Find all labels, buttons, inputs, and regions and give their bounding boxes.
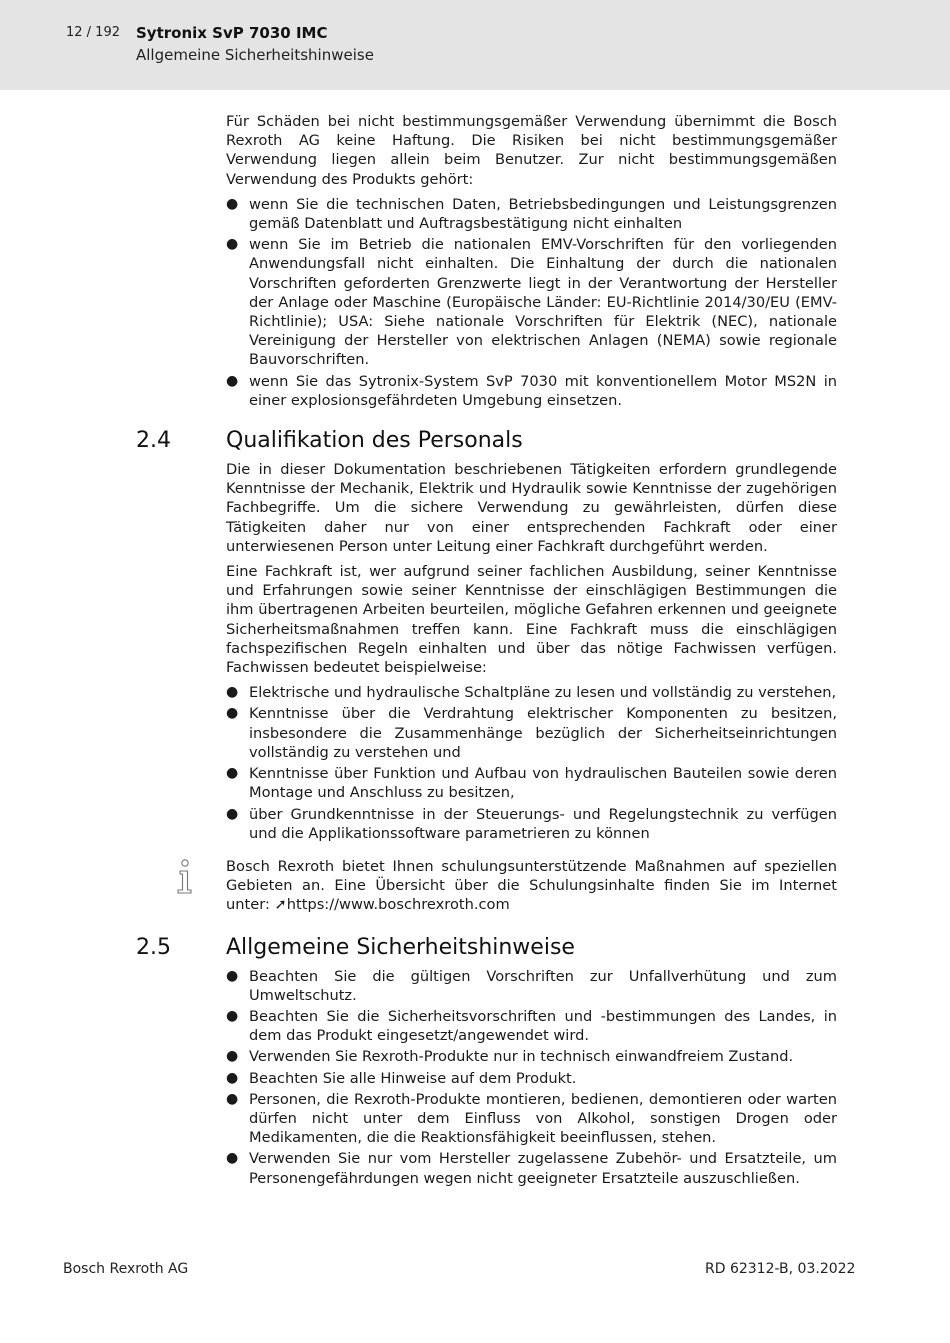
info-icon: [174, 859, 196, 895]
list-item-text: Beachten Sie die gültigen Vorschriften zur Unfallverhütung und zum Umweltschutz.: [249, 967, 837, 1004]
section-number: 2.4: [136, 428, 171, 454]
list-item-text: über Grundkenntnisse in der Steuerungs- und Regelungstechnik zu verfügen und die Applikationssoftware parametrieren zu können: [249, 805, 837, 842]
list-item-text: Elektrische und hydraulische Schaltpläne zu lesen und vollständig zu verstehen,: [249, 684, 837, 702]
bullet-icon: ●: [226, 1090, 239, 1107]
list-item: [226, 704, 837, 762]
info-note: [226, 857, 837, 915]
list-item: [226, 683, 837, 702]
list-item-text: Kenntnisse über Funktion und Aufbau von hydraulischen Bauteilen sowie deren Montage und Anschluss zu besitzen,: [249, 765, 837, 802]
list-item: [226, 1047, 837, 1066]
info-text: Bosch Rexroth bietet Ihnen schulungsunterstützende Maßnahmen auf speziellen Gebieten an. Eine Übersicht über die Schulungsinhalte finden Sie im Internet unter:: [226, 857, 837, 914]
bullet-icon: ●: [226, 1150, 239, 1167]
bullet-icon: ●: [226, 705, 239, 722]
bullet-icon: ●: [226, 684, 239, 701]
document-title: Sytronix SvP 7030 IMC: [136, 24, 328, 42]
list-item-text: Beachten Sie die Sicherheitsvorschriften und -bestimmungen des Landes, in dem das Produkt eingesetzt/angewendet wird.: [249, 1007, 837, 1045]
list-item: [226, 235, 837, 369]
misuse-list: [226, 195, 837, 410]
section-paragraph: Die in dieser Dokumentation beschriebenen Tätigkeiten erfordern grundlegende Kenntnisse der Mechanik, Elektrik und Hydraulik sowie Kenntnisse der zugehörigen Fachbegriffe. Um die sichere Verwendung zu gewährleisten, dürfen diese Tätigkeiten daher nur von einer entsprechenden Fachkraft oder einer unterwiesenen Person unter Leitung einer Fachkraft durchgeführt werden.: [226, 461, 837, 555]
section-title: Qualifikation des Personals: [226, 428, 523, 454]
bullet-icon: ●: [226, 1007, 239, 1024]
info-paragraph: [226, 857, 837, 915]
footer-doc-id: RD 62312-B, 03.2022: [705, 1261, 856, 1277]
list-item: [226, 1149, 837, 1187]
page-header: [0, 0, 950, 90]
list-item: [226, 764, 837, 802]
section-title: Allgemeine Sicherheitshinweise: [226, 934, 575, 960]
section-safety: [136, 933, 837, 1188]
chapter-title: Allgemeine Sicherheitshinweise: [136, 46, 374, 64]
bullet-icon: ●: [226, 195, 239, 212]
safety-list: [226, 967, 837, 1188]
list-item-text: Beachten Sie alle Hinweise auf dem Produkt.: [249, 1069, 577, 1087]
external-link-icon: ➚: [274, 896, 287, 914]
bullet-icon: ●: [226, 805, 239, 822]
bullet-icon: ●: [226, 967, 239, 984]
list-item: [226, 195, 837, 233]
list-item: [226, 1007, 837, 1045]
page-number: 12 / 192: [66, 25, 120, 40]
main-content: [136, 112, 837, 1192]
list-item: [226, 1090, 837, 1148]
info-link[interactable]: https://www.boschrexroth.com: [286, 896, 510, 914]
section-number: 2.5: [136, 934, 171, 960]
bullet-icon: ●: [226, 1069, 239, 1086]
section-qualification: [136, 426, 837, 914]
list-item-text: wenn Sie im Betrieb die nationalen EMV-Vorschriften für den vorliegenden Anwendungsfall nicht einhalten. Die Einhaltung der durch die nationalen Vorschriften geforderten Grenzwerte liegt in der Verantwortung der Hersteller der Anlage oder Maschine (Europäische Länder: EU-Richtlinie 2014/30/EU (EMV-Richtlinie); USA: Siehe nationale Vorschriften für Elektrik (NEC), nationale Vereinigung der Hersteller von elektrischen Anlagen (NEMA) sowie regionale Bauvorschriften.: [249, 236, 837, 369]
list-item-text: wenn Sie die technischen Daten, Betriebsbedingungen und Leistungsgrenzen gemäß Datenblatt und Auftragsbestätigung nicht einhalten: [249, 195, 837, 233]
list-item-text: Verwenden Sie Rexroth-Produkte nur in technisch einwandfreiem Zustand.: [249, 1048, 794, 1066]
list-item: [226, 805, 837, 843]
intro-paragraph: Für Schäden bei nicht bestimmungsgemäßer Verwendung übernimmt die Bosch Rexroth AG keine Haftung. Die Risiken bei nicht bestimmungsgemäßer Verwendung liegen allein beim Benutzer. Zur nicht bestimmungsgemäßen Verwendung des Produkts gehört:: [226, 113, 837, 188]
list-item-text: Verwenden Sie nur vom Hersteller zugelassene Zubehör- und Ersatzteile, um Personengefährdungen wegen nicht geeigneter Ersatzteile auszuschließen.: [249, 1150, 837, 1187]
list-item-text: Kenntnisse über die Verdrahtung elektrischer Komponenten zu besitzen, insbesondere die Zusammenhänge bezüglich der Sicherheitseinrichtungen vollständig zu verstehen und: [249, 705, 837, 761]
list-item-text: Personen, die Rexroth-Produkte montieren, bedienen, demontieren oder warten dürfen nicht unter dem Einfluss von Alkohol, sonstigen Drogen oder Medikamenten, die die Reaktionsfähigkeit beeinflussen, stehen.: [249, 1090, 837, 1147]
list-item-text: wenn Sie das Sytronix-System SvP 7030 mit konventionellem Motor MS2N in einer explosionsgefährdeten Umgebung einsetzen.: [249, 372, 837, 409]
bullet-icon: ●: [226, 236, 239, 253]
list-item: [226, 967, 837, 1005]
footer-company: Bosch Rexroth AG: [63, 1261, 189, 1277]
list-item: [226, 1069, 837, 1088]
bullet-icon: ●: [226, 765, 239, 782]
list-item: [226, 372, 837, 410]
bullet-icon: ●: [226, 372, 239, 389]
section-paragraph: Eine Fachkraft ist, wer aufgrund seiner fachlichen Ausbildung, seiner Kenntnisse und Erfahrungen sowie seiner Kenntnisse der einschlägigen Bestimmungen die ihm übertragenen Arbeiten beurteilen, mögliche Gefahren erkennen und geeignete Sicherheitsmaßnahmen treffen kann. Eine Fachkraft muss die einschlägigen fachspezifischen Regeln einhalten und über das nötige Fachwissen verfügen. Fachwissen bedeutet beispielweise:: [226, 563, 837, 677]
bullet-icon: ●: [226, 1048, 239, 1065]
expertise-list: [226, 683, 837, 843]
